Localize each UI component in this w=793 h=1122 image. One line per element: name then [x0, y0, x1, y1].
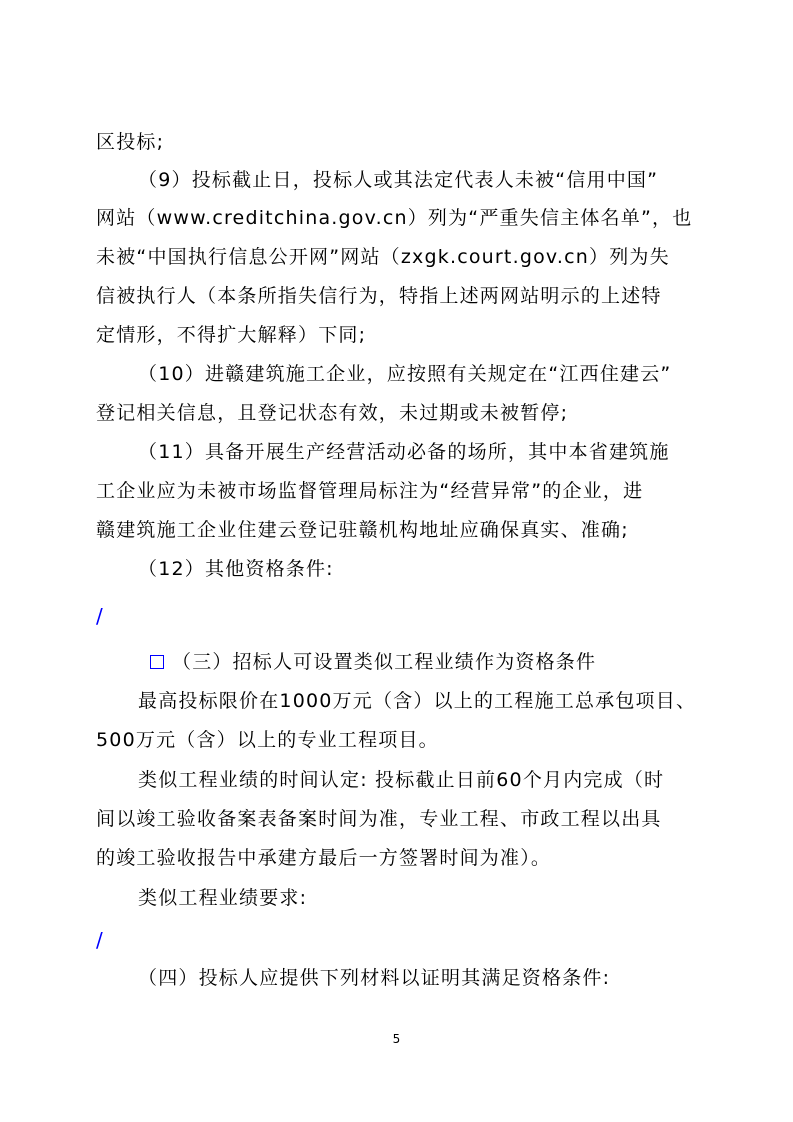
text-line: 赣建筑施工企业住建云登记驻赣机构地址应确保真实、准确; — [96, 519, 629, 541]
text-line: 类似工程业绩的时间认定: 投标截止日前60个月内完成（时 — [138, 769, 665, 791]
checkbox-icon[interactable] — [150, 655, 164, 669]
text-line: （12）其他资格条件: — [138, 558, 334, 580]
text-line: （11）具备开展生产经营活动必备的场所，其中本省建筑施 — [138, 441, 670, 463]
text-line: 工企业应为未被市场监督管理局标注为“经营异常”的企业，进 — [96, 480, 644, 502]
text-line: 最高投标限价在1000万元（含）以上的工程施工总承包项目、 — [138, 690, 697, 712]
text-line: 定情形，不得扩大解释）下同; — [96, 324, 367, 346]
text-line: 登记相关信息，且登记状态有效，未过期或未被暂停; — [96, 402, 569, 424]
text-line: （10）进赣建筑施工企业，应按照有关规定在“江西住建云” — [138, 363, 672, 385]
text-line: 类似工程业绩要求: — [138, 887, 308, 909]
text-line: 间以竣工验收备案表备案时间为准，专业工程、市政工程以出具 — [96, 808, 662, 830]
text-line: （四）投标人应提供下列材料以证明其满足资格条件: — [138, 967, 611, 989]
section-heading-line — [150, 650, 770, 674]
text-line: 未被“中国执行信息公开网”网站（zxgk.court.gov.cn）列为失 — [96, 246, 670, 268]
placeholder-slash: / — [96, 928, 103, 952]
placeholder-slash: / — [96, 604, 103, 628]
text-line: 信被执行人（本条所指失信行为，特指上述两网站明示的上述特 — [96, 285, 662, 307]
text-line: 的竣工验收报告中承建方最后一方签署时间为准）。 — [96, 847, 552, 869]
page-number: 5 — [392, 1032, 401, 1046]
text-line: （9）投标截止日，投标人或其法定代表人未被“信用中国” — [138, 169, 659, 191]
text-line: 500万元（含）以上的专业工程项目。 — [96, 729, 439, 751]
text-line: 区投标; — [96, 131, 165, 153]
text-line: 网站（www.creditchina.gov.cn）列为“严重失信主体名单”，也 — [96, 207, 693, 229]
section-heading: （三）招标人可设置类似工程业绩作为资格条件 — [172, 651, 597, 673]
